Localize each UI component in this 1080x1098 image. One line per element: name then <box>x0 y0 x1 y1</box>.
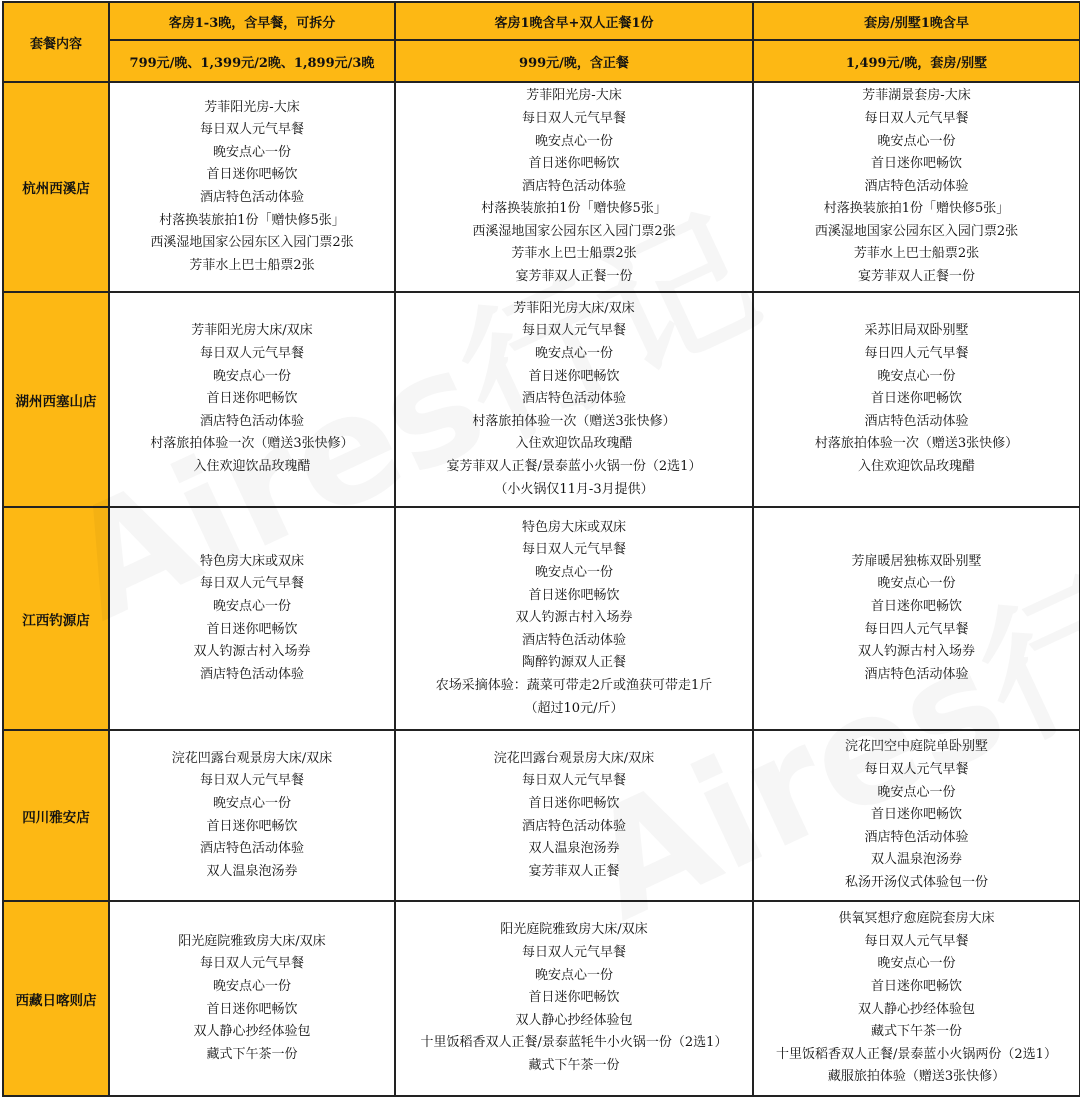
package-cell <box>109 901 395 1096</box>
store-name: 江西钓源店 <box>3 507 109 730</box>
package-item: 首日迷你吧畅饮 <box>206 167 298 183</box>
package-cell <box>753 82 1080 292</box>
package-item: 芳菲水上巴士船票2张 <box>511 246 637 262</box>
store-row <box>3 507 1080 730</box>
package-item: 芳菲水上巴士船票2张 <box>189 257 315 273</box>
col2-title: 客房1晚含早+双人正餐1份 <box>395 2 753 40</box>
package-item: 浣花凹空中庭院单卧别墅 <box>844 739 988 755</box>
store-row <box>3 901 1080 1096</box>
package-item: 芳菲湖景套房-大床 <box>862 88 971 104</box>
package-item: 首日迷你吧畅饮 <box>528 587 620 603</box>
package-item: 首日迷你吧畅饮 <box>870 156 962 172</box>
package-item: 陶醉钓源双人正餐 <box>521 655 626 671</box>
package-item: 藏式下午茶一份 <box>870 1024 962 1040</box>
package-item: 酒店特色活动体验 <box>864 413 969 429</box>
package-item: 晚安点心一份 <box>212 978 291 994</box>
package-table <box>2 1 1080 1097</box>
package-cell <box>109 292 395 507</box>
package-cell <box>753 730 1080 901</box>
store-name: 西藏日喀则店 <box>3 901 109 1096</box>
package-item: 酒店特色活动体验 <box>864 829 969 845</box>
package-item: 酒店特色活动体验 <box>199 666 304 682</box>
package-item: 芳菲阳光房-大床 <box>204 99 300 115</box>
col1-price: 799元/晚、1,399元/2晚、1,899元/3晚 <box>109 40 395 82</box>
store-name: 杭州西溪店 <box>3 82 109 292</box>
package-item: 首日迷你吧畅饮 <box>870 807 962 823</box>
package-item: 每日双人元气早餐 <box>864 933 969 949</box>
package-item: 村落旅拍体验一次（赠送3张快修） <box>472 413 676 429</box>
package-item: 酒店特色活动体验 <box>199 190 304 205</box>
package-item: 晚安点心一份 <box>877 576 956 592</box>
package-item: 私汤开汤仪式体验包一份 <box>844 874 988 890</box>
package-item: 阳光庭院雅致房大床/双床 <box>178 933 326 949</box>
package-item: 藏式下午茶一份 <box>206 1046 298 1062</box>
package-item: 双人钓源古村入场券 <box>857 644 975 660</box>
package-cell <box>395 292 753 507</box>
package-item: 酒店特色活动体验 <box>864 666 969 682</box>
package-item: 酒店特色活动体验 <box>521 632 626 648</box>
package-item: 晚安点心一份 <box>534 967 613 983</box>
store-row <box>3 730 1080 901</box>
package-item: 双人温泉泡汤券 <box>528 841 620 857</box>
package-cell <box>753 901 1080 1096</box>
package-cell <box>109 507 395 730</box>
package-item: 十里饭稻香双人正餐/景泰蓝牦牛小火锅一份（2选1） <box>420 1035 728 1051</box>
package-item: 浣花凹露台观景房大床/双床 <box>171 750 333 766</box>
package-item: 首日迷你吧畅饮 <box>870 978 962 994</box>
header-row <box>3 2 1080 40</box>
package-item: 每日双人元气早餐 <box>521 323 626 339</box>
package-item: 藏式下午茶一份 <box>528 1057 620 1073</box>
package-item: 村落换装旅拍1份「赠快修5张」 <box>823 201 1010 217</box>
package-item: 芳菲阳光房大床/双床 <box>513 300 635 316</box>
package-item: 村落旅拍体验一次（赠送3张快修） <box>814 436 1019 452</box>
package-item: 首日迷你吧畅饮 <box>528 368 620 384</box>
package-item: 芳菲水上巴士船票2张 <box>853 246 980 262</box>
package-cell <box>395 730 753 901</box>
store-row <box>3 82 1080 292</box>
package-cell <box>753 292 1080 507</box>
package-item: 双人静心抄经体验包 <box>857 1001 975 1017</box>
package-item: 酒店特色活动体验 <box>199 841 304 857</box>
package-cell <box>395 82 753 292</box>
package-item: 双人钓源古村入场券 <box>515 610 633 626</box>
package-item: 每日双人元气早餐 <box>199 346 304 362</box>
package-item: 特色房大床或双床 <box>521 519 626 535</box>
package-item: 首日迷你吧畅饮 <box>206 621 298 637</box>
package-cell <box>395 901 753 1096</box>
package-item: 芳扉暖居独栋双卧别墅 <box>851 553 982 569</box>
package-item: 入住欢迎饮品玫瑰醋 <box>857 458 975 474</box>
package-item: 双人静心抄经体验包 <box>193 1024 311 1040</box>
package-item: 每日四人元气早餐 <box>864 346 969 362</box>
package-item: 宴芳菲双人正餐一份 <box>515 269 633 285</box>
package-cell <box>753 507 1080 730</box>
package-item: 每日双人元气早餐 <box>199 122 304 138</box>
package-item: 晚安点心一份 <box>534 346 613 362</box>
package-item: 采苏旧局双卧别墅 <box>864 323 969 339</box>
package-item: 浣花凹露台观景房大床/双床 <box>493 750 655 766</box>
package-item: 宴芳菲双人正餐 <box>528 863 620 879</box>
package-item: 晚安点心一份 <box>877 133 956 149</box>
package-item: 酒店特色活动体验 <box>521 178 626 194</box>
package-item: 晚安点心一份 <box>212 795 291 811</box>
package-item: 十里饭稻香双人正餐/景泰蓝小火锅两份（2选1） <box>776 1046 1057 1062</box>
package-item: 特色房大床或双床 <box>199 553 304 569</box>
col1-title: 客房1-3晚，含早餐，可拆分 <box>109 2 395 40</box>
package-item: 首日迷你吧畅饮 <box>870 391 962 407</box>
package-item: 每日双人元气早餐 <box>521 542 626 558</box>
corner-label: 套餐内容 <box>3 2 109 82</box>
store-name: 湖州西塞山店 <box>3 292 109 507</box>
package-item: 晚安点心一份 <box>877 784 956 800</box>
package-item: 每日双人元气早餐 <box>864 110 969 126</box>
col2-price: 999元/晚，含正餐 <box>395 40 753 82</box>
package-item: 每日双人元气早餐 <box>521 773 626 789</box>
package-item: 每日双人元气早餐 <box>521 110 626 126</box>
package-item: 西溪湿地国家公园东区入园门票2张 <box>814 223 1019 239</box>
col3-title: 套房/别墅1晚含早 <box>753 2 1080 40</box>
package-item: 阳光庭院雅致房大床/双床 <box>500 922 648 938</box>
store-row <box>3 292 1080 507</box>
package-item: 双人静心抄经体验包 <box>515 1012 633 1028</box>
package-item: 晚安点心一份 <box>534 133 613 149</box>
package-item: 入住欢迎饮品玫瑰醋 <box>193 458 311 474</box>
package-item: 双人钓源古村入场券 <box>193 644 311 660</box>
package-item: 宴芳菲双人正餐/景泰蓝小火锅一份（2选1） <box>446 458 702 474</box>
package-item: 酒店特色活动体验 <box>199 413 304 429</box>
package-item: 每日四人元气早餐 <box>864 621 969 637</box>
package-item: （小火锅仅11月-3月提供） <box>494 481 654 497</box>
price-row <box>3 40 1080 82</box>
package-item: 首日迷你吧畅饮 <box>206 1001 298 1017</box>
package-cell <box>109 82 395 292</box>
package-item: 西溪湿地国家公园东区入园门票2张 <box>150 235 354 251</box>
package-item: 芳菲阳光房大床/双床 <box>191 323 313 339</box>
package-item: 供氧冥想疗愈庭院套房大床 <box>838 911 995 927</box>
col3-price: 1,499元/晚，套房/别墅 <box>753 40 1080 82</box>
store-name: 四川雅安店 <box>3 730 109 901</box>
package-item: 首日迷你吧畅饮 <box>528 156 620 172</box>
package-item: 晚安点心一份 <box>877 368 956 384</box>
package-item: 晚安点心一份 <box>534 565 613 581</box>
package-item: 首日迷你吧畅饮 <box>870 598 962 614</box>
package-item: 首日迷你吧畅饮 <box>206 818 298 834</box>
package-item: 首日迷你吧畅饮 <box>528 990 620 1006</box>
package-item: 晚安点心一份 <box>212 144 291 160</box>
package-cell <box>395 507 753 730</box>
package-cell <box>109 730 395 901</box>
package-item: 首日迷你吧畅饮 <box>206 391 298 407</box>
package-item: 西溪湿地国家公园东区入园门票2张 <box>472 223 676 239</box>
package-item: 农场采摘体验：蔬菜可带走2斤或渔获可带走1斤 <box>435 677 713 693</box>
package-item: 每日双人元气早餐 <box>864 762 969 778</box>
package-item: 晚安点心一份 <box>212 368 291 384</box>
package-item: 酒店特色活动体验 <box>521 818 626 834</box>
package-item: 藏服旅拍体验（赠送3张快修） <box>827 1069 1006 1085</box>
package-item: 晚安点心一份 <box>877 956 956 972</box>
package-item: 芳菲阳光房-大床 <box>526 88 622 104</box>
package-item: 每日双人元气早餐 <box>199 773 304 789</box>
package-item: 首日迷你吧畅饮 <box>528 795 620 811</box>
package-item: 每日双人元气早餐 <box>199 956 304 972</box>
package-item: 酒店特色活动体验 <box>521 391 626 407</box>
package-item: 每日双人元气早餐 <box>199 576 304 592</box>
package-item: 入住欢迎饮品玫瑰醋 <box>515 436 633 452</box>
package-item: 双人温泉泡汤券 <box>206 863 298 879</box>
package-item: 双人温泉泡汤券 <box>870 852 962 868</box>
package-item: 村落换装旅拍1份「赠快修5张」 <box>481 201 667 217</box>
package-item: 每日双人元气早餐 <box>521 945 626 961</box>
package-item: 酒店特色活动体验 <box>864 178 969 194</box>
package-item: 村落换装旅拍1份「赠快修5张」 <box>159 212 345 228</box>
package-item: （超过10元/斤） <box>524 700 624 716</box>
package-item: 宴芳菲双人正餐一份 <box>857 269 975 285</box>
package-item: 村落旅拍体验一次（赠送3张快修） <box>150 436 354 452</box>
package-item: 晚安点心一份 <box>212 598 291 614</box>
